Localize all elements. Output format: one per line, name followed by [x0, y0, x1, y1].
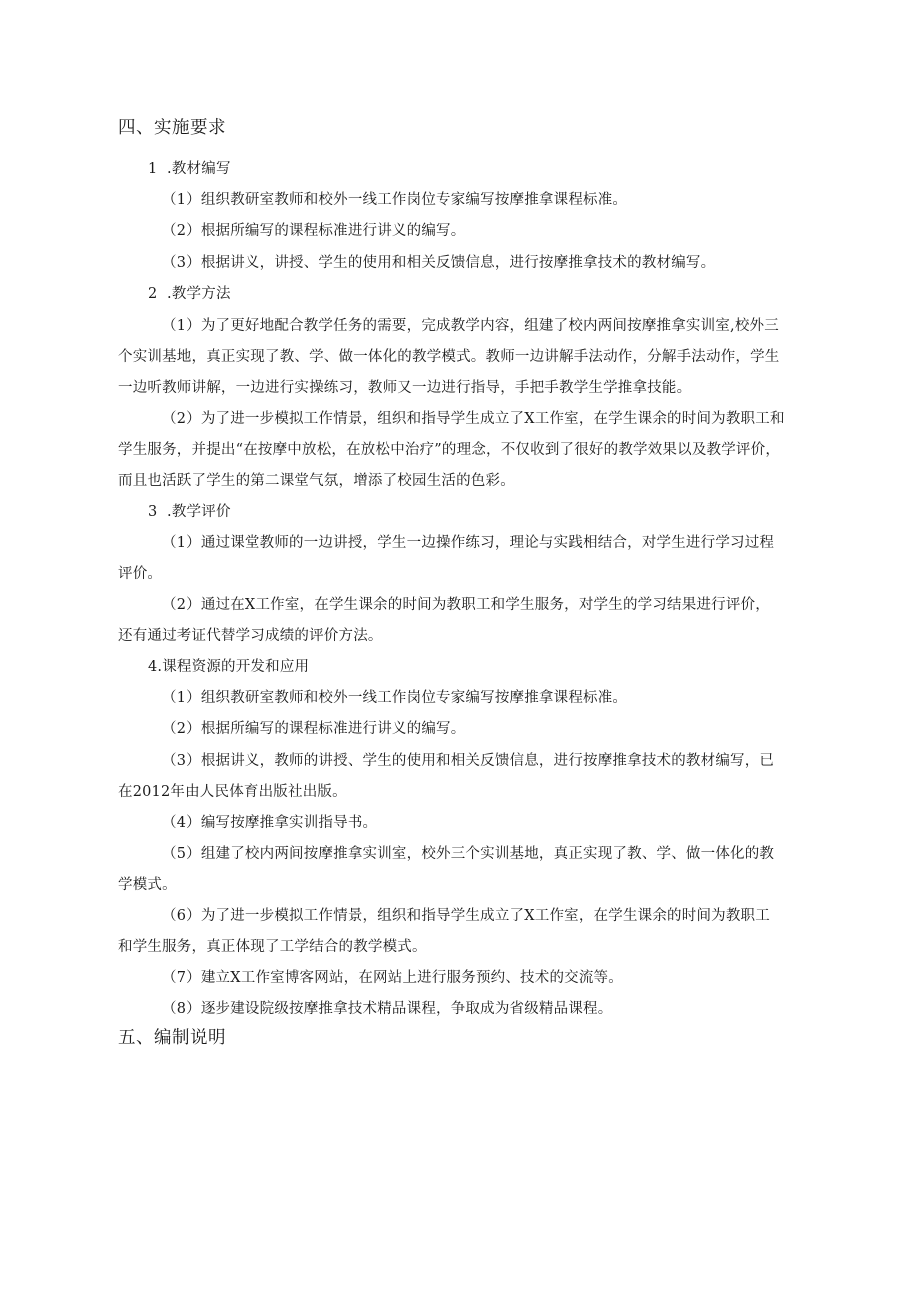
subsection-title-2: 2 .教学方法: [148, 286, 231, 302]
list-item: （8）逐步建设院级按摩推拿技术精品课程，争取成为省级精品课程。: [162, 1001, 613, 1017]
list-item-continuation: 和学生服务，真正体现了工学结合的教学模式。: [118, 939, 427, 955]
list-item: （1）组织教研室教师和校外一线工作岗位专家编写按摩推拿课程标准。: [162, 192, 628, 208]
paragraph-line: （2）为了进一步模拟工作情景，组织和指导学生成立了X工作室，在学生课余的时间为教职工和: [162, 411, 785, 427]
section-heading-4: 四、实施要求: [118, 118, 226, 138]
list-item: （2）根据所编写的课程标准进行讲义的编写。: [162, 223, 466, 239]
paragraph-line: （1）通过课堂教师的一边讲授，学生一边操作练习，理论与实践相结合，对学生进行学习过程: [162, 535, 775, 551]
paragraph-line: （1）为了更好地配合教学任务的需要，完成教学内容，组建了校内两间按摩推拿实训室,校外三: [162, 318, 779, 334]
list-item-continuation: 在2012年由人民体育出版社出版。: [118, 784, 347, 800]
list-item: （3）根据讲义，讲授、学生的使用和相关反馈信息，进行按摩推拿技术的教材编写。: [162, 255, 716, 271]
subsection-title-3: 3 .教学评价: [148, 504, 231, 520]
list-item: （2）根据所编写的课程标准进行讲义的编写。: [162, 721, 466, 737]
subsection-title-1: 1 .教材编写: [148, 161, 231, 177]
section-heading-5: 五、编制说明: [118, 1028, 226, 1048]
paragraph-line: 评价。: [118, 566, 163, 582]
list-item: （1）组织教研室教师和校外一线工作岗位专家编写按摩推拿课程标准。: [162, 690, 628, 706]
paragraph-line: 个实训基地，真正实现了教、学、做一体化的教学模式。教师一边讲解手法动作，分解手法动作，学生: [118, 349, 780, 365]
list-item: （7）建立X工作室博客网站，在网站上进行服务预约、技术的交流等。: [162, 970, 623, 986]
subsection-title-4: 4.课程资源的开发和应用: [148, 659, 310, 675]
list-item: （3）根据讲义，教师的讲授、学生的使用和相关反馈信息，进行按摩推拿技术的教材编写，已: [162, 753, 775, 769]
paragraph-line: 而且也活跃了学生的第二课堂气氛，增添了校园生活的色彩。: [118, 473, 515, 489]
list-item: （5）组建了校内两间按摩推拿实训室，校外三个实训基地，真正实现了教、学、做一体化的教: [162, 846, 775, 862]
paragraph-line: 学生服务，并提出“在按摩中放松，在放松中治疗”的理念，不仅收到了很好的教学效果以及教学评价，: [118, 442, 781, 458]
list-item-continuation: 学模式。: [118, 877, 177, 893]
paragraph-line: 一边听教师讲解，一边进行实操练习，教师又一边进行指导，手把手教学生学推拿技能。: [118, 380, 692, 396]
paragraph-line: （2）通过在X工作室，在学生课余的时间为教职工和学生服务，对学生的学习结果进行评价，: [162, 597, 770, 613]
list-item: （6）为了进一步模拟工作情景，组织和指导学生成立了X工作室，在学生课余的时间为教职工: [162, 908, 770, 924]
paragraph-line: 还有通过考证代替学习成绩的评价方法。: [118, 628, 383, 644]
list-item: （4）编写按摩推拿实训指导书。: [162, 815, 378, 831]
